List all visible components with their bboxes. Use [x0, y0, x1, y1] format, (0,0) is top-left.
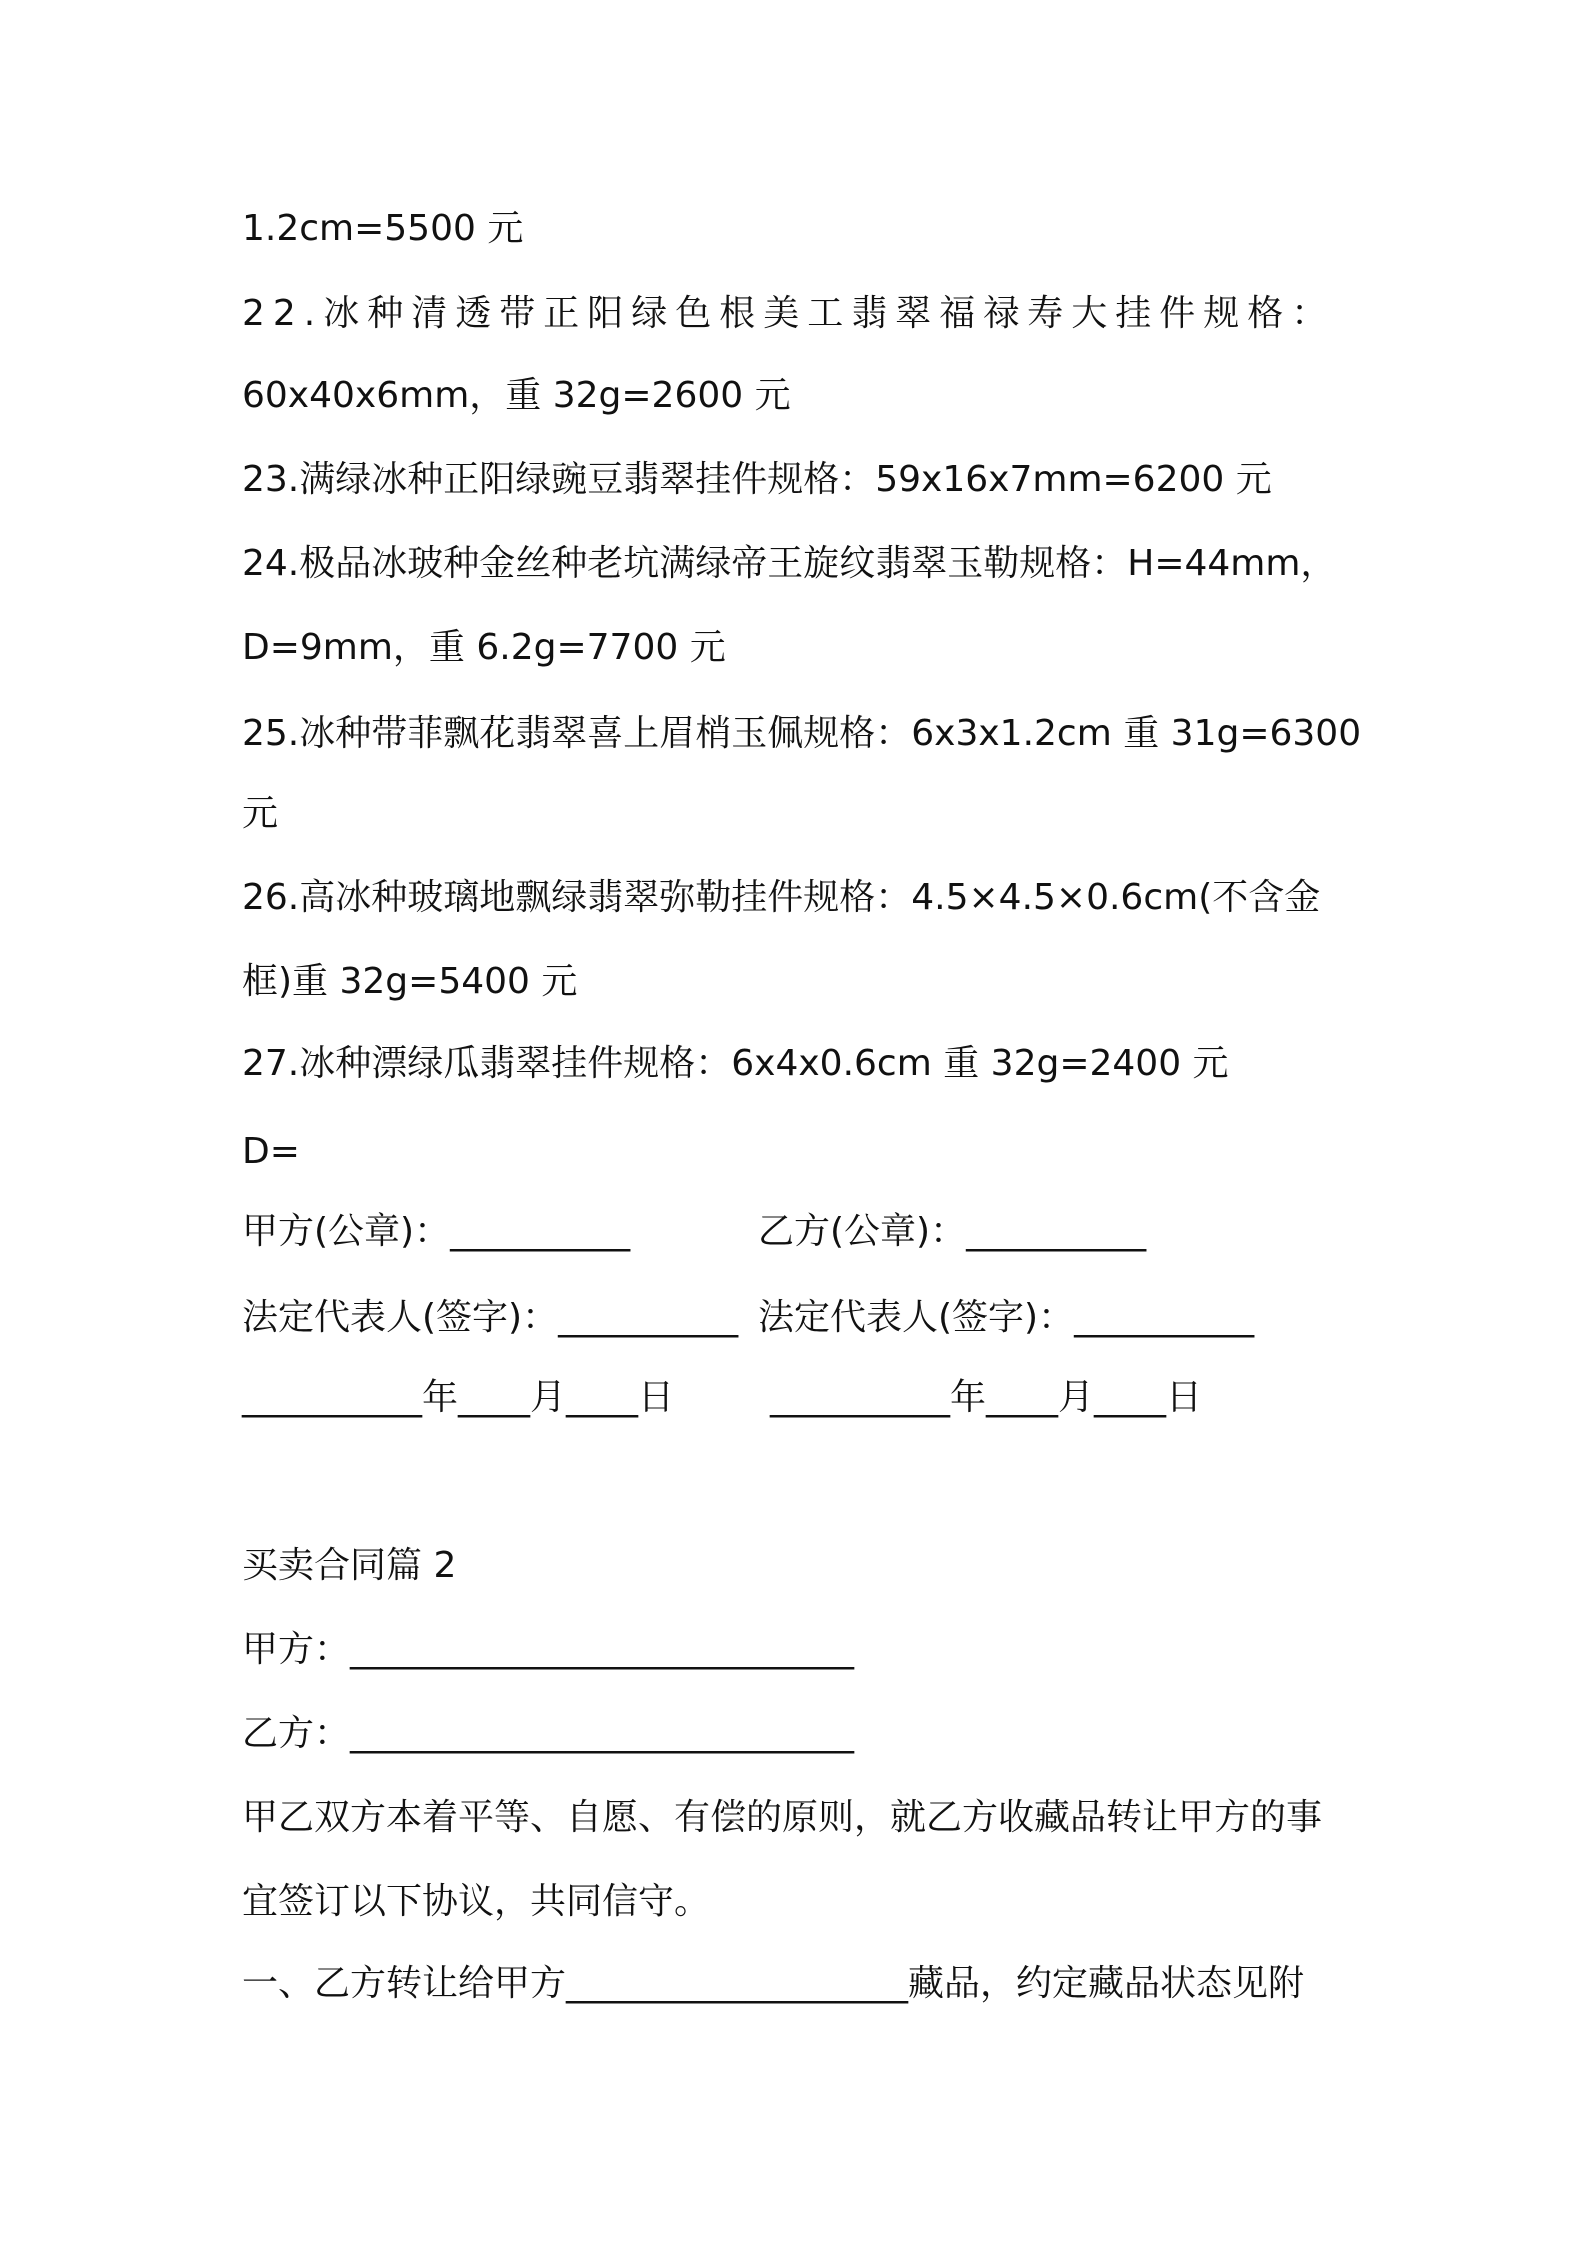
text-line: 25.冰种带菲飘花翡翠喜上眉梢玉佩规格：6x3x1.2cm 重 31g=6300 [242, 713, 1362, 754]
party-b-date-field: __________年____月____日 [770, 1377, 1202, 1418]
text-line: 1.2cm=5500 元 [242, 208, 524, 249]
text-line: 元 [242, 793, 279, 834]
text-line: 27.冰种漂绿瓜翡翠挂件规格：6x4x0.6cm 重 32g=2400 元 [242, 1043, 1229, 1084]
party-a-seal-field: 甲方(公章)：__________ [242, 1211, 631, 1252]
party-b-field: 乙方：____________________________ [242, 1713, 855, 1754]
text-line: 框)重 32g=5400 元 [242, 961, 578, 1002]
intro-paragraph-line: 宜签订以下协议，共同信守。 [242, 1881, 711, 1922]
text-line: D= [242, 1131, 300, 1172]
text-line: D=9mm，重 6.2g=7700 元 [242, 627, 726, 668]
intro-paragraph-line: 甲乙双方本着平等、自愿、有偿的原则，就乙方收藏品转让甲方的事 [242, 1797, 1323, 1838]
text-line: 26.高冰种玻璃地飘绿翡翠弥勒挂件规格：4.5×4.5×0.6cm(不含金 [242, 877, 1321, 918]
section-title: 买卖合同篇 2 [242, 1545, 457, 1586]
party-b-seal-field: 乙方(公章)：__________ [758, 1211, 1147, 1252]
party-a-field: 甲方：____________________________ [242, 1629, 855, 1670]
text-line: 24.极品冰玻种金丝种老坑满绿帝王旋纹翡翠玉勒规格：H=44mm， [242, 543, 1337, 584]
party-a-date-field: __________年____月____日 [242, 1377, 674, 1418]
clause-line: 一、乙方转让给甲方___________________藏品，约定藏品状态见附 [242, 1963, 1305, 2004]
text-line: 22.冰种清透带正阳绿色根美工翡翠福禄寿大挂件规格： [242, 293, 1336, 334]
text-line: 60x40x6mm，重 32g=2600 元 [242, 375, 791, 416]
text-line: 23.满绿冰种正阳绿豌豆翡翠挂件规格：59x16x7mm=6200 元 [242, 459, 1272, 500]
party-b-representative-field: 法定代表人(签字)：__________ [758, 1297, 1255, 1338]
party-a-representative-field: 法定代表人(签字)：__________ [242, 1297, 739, 1338]
